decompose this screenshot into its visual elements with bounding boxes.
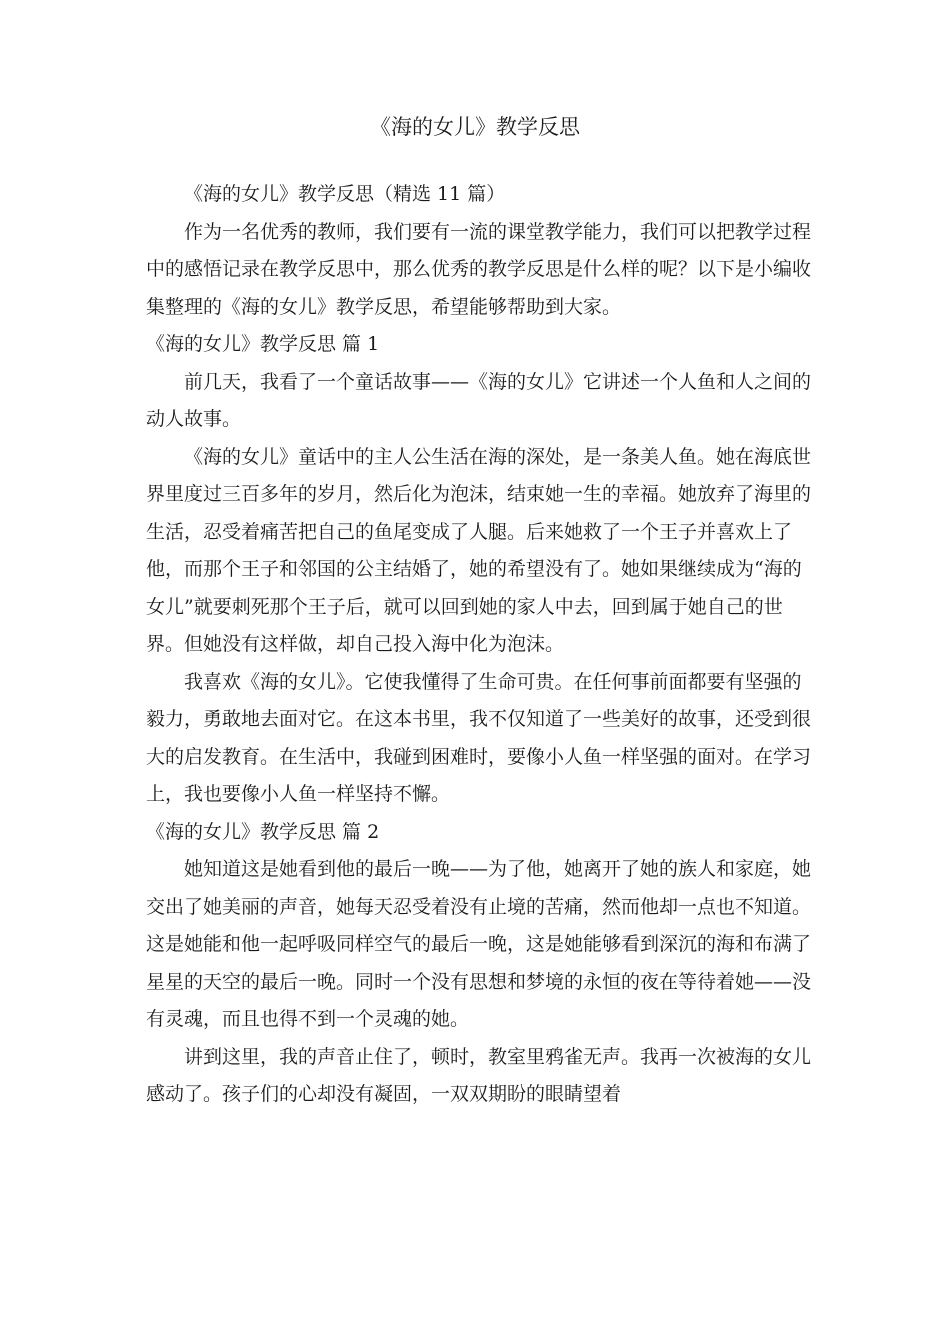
body-paragraph: 我喜欢《海的女儿》。它使我懂得了生命可贵。在任何事前面都要有坚强的毅力，勇敢地去面对它。在这本书里，我不仅知道了一些美好的故事，还受到很大的启发教育。在生活中，我碰到困难时，要像小人鱼一样坚强的面对。在学习 上，我也要像小人鱼一样坚持不懈。 — [146, 670, 812, 805]
body-paragraph: 讲到这里，我的声音止住了，顿时，教室里鸦雀无声。我再一次被海的女儿感动了。孩子们的心却没有凝固，一双双期盼的眼睛望着 — [146, 1045, 812, 1105]
body-paragraph: 《海的女儿》童话中的主人公生活在海的深处，是一条美人鱼。她在海底世界里度过三百多年的岁月，然后化为泡沫，结束她一生的幸福。她放弃了海里的生活，忍受着痛苦把自己的鱼尾变成了人腿。后来她救了一个王子并喜欢上了他，而那个王子和邻国的公主结婚了，她的希望没有了。她如果继续成为“海的女儿”就要刺死那个王子后，就可以回到她的家人中去，回到属于她自己的世界。但她没有这样做，却自己投入海中化为泡沫。 — [146, 445, 812, 655]
intro-paragraph: 作为一名优秀的教师，我们要有一流的课堂教学能力，我们可以把教学过程中的感悟记录在教学反思中，那么优秀的教学反思是什么样的呢？以下是小编收集整理的《海的女儿》教学反思，希望能够帮助到大家。 — [146, 220, 812, 318]
subtitle-paragraph: 《海的女儿》教学反思（精选 11 篇） — [184, 183, 506, 205]
section-heading-1: 《海的女儿》教学反思 篇 1 — [146, 333, 380, 355]
body-paragraph: 前几天，我看了一个童话故事——《海的女儿》它讲述一个人鱼和人之间的动人故事。 — [146, 370, 812, 430]
document-title: 《海的女儿》教学反思 — [370, 115, 580, 139]
body-paragraph: 她知道这是她看到他的最后一晚——为了他，她离开了她的族人和家庭，她交出了她美丽的声音，她每天忍受着没有止境的苦痛，然而他却一点也不知道。这是她能和他一起呼吸同样空气的最后一晚，这是她能够看到深沉的海和布满了星星的天空的最后一晚。同时一个没有思想和梦境的永恒的夜在等待着她——没有灵魂，而且也得不到一个灵魂的她。 — [146, 858, 812, 1030]
section-heading-2: 《海的女儿》教学反思 篇 2 — [146, 820, 380, 843]
document-body — [146, 176, 814, 1114]
